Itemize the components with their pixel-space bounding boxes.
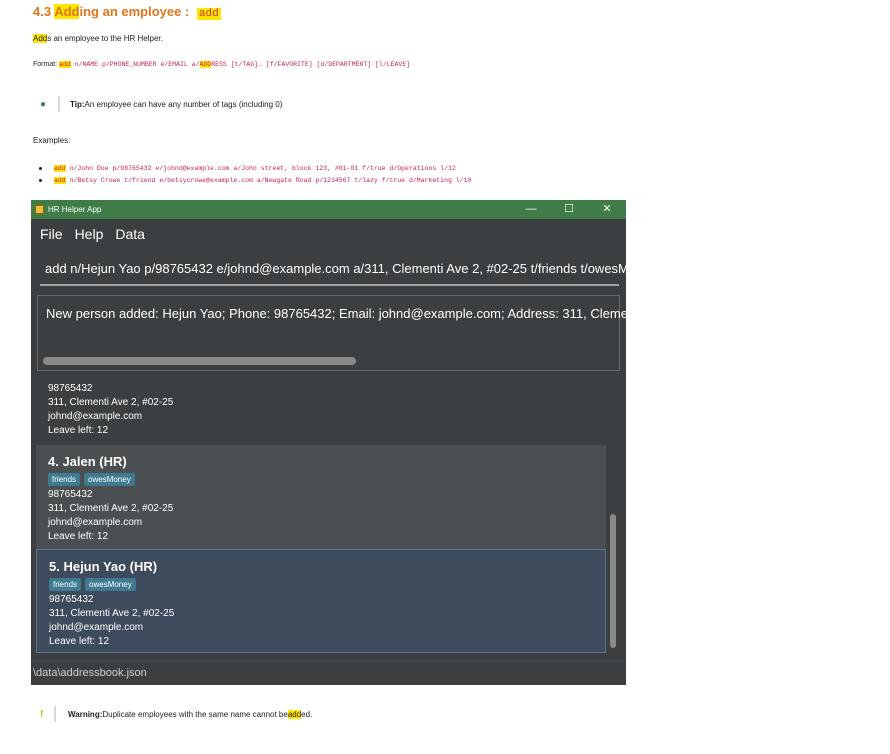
card-phone: 98765432 — [48, 489, 93, 500]
tip-label: Tip: — [70, 99, 85, 109]
example-item — [39, 174, 471, 186]
card-leave: Leave left: 12 — [49, 636, 110, 647]
example-args: n/Betsy Crowe t/friend e/betsycrowe@example.com a/Newgate Road p/1234567 t/lazy f/true d/Marketing l/10 — [65, 176, 472, 184]
card-tags — [48, 473, 606, 486]
card-email: johnd@example.com — [48, 517, 143, 528]
card-name: 4. Jalen (HR) — [48, 454, 127, 469]
tag-badge: friends — [48, 473, 80, 486]
desc-rest: s an employee to the HR Helper. — [47, 34, 163, 43]
warning-icon: ! — [40, 708, 44, 720]
examples-list — [39, 162, 471, 186]
doc-format — [33, 61, 410, 68]
minimize-icon[interactable]: — — [525, 203, 537, 215]
warning-end: ed. — [301, 709, 313, 719]
employee-list — [31, 376, 626, 661]
format-label: Format: — [33, 61, 60, 68]
card-address: 311, Clementi Ave 2, #02-25 — [49, 608, 175, 619]
warning-highlight: add — [287, 709, 302, 719]
employee-card[interactable] — [36, 445, 606, 549]
desc-highlight: Add — [33, 34, 48, 43]
warning-label: Warning: — [68, 709, 103, 719]
command-box — [31, 249, 658, 293]
title-highlight: Add — [54, 4, 80, 19]
card-leave: Leave left: 12 — [48, 425, 109, 436]
tip-text: An employee can have any number of tags (including 0) — [84, 99, 283, 109]
example-cmd: add — [54, 164, 66, 172]
format-hl2: ADD — [199, 61, 212, 68]
warning-text: Duplicate employees with the same name cannot be — [102, 709, 288, 719]
title-rest: ing an employee : — [79, 4, 193, 19]
card-tags — [49, 578, 605, 591]
employee-card[interactable] — [36, 372, 606, 438]
bullet-icon — [39, 167, 42, 170]
title-prefix: 4.3 — [33, 4, 55, 19]
command-input[interactable]: add n/Hejun Yao p/98765432 e/johnd@example.com a/311, Clementi Ave 2, #02-25 t/friends t/owesMoney — [45, 261, 658, 276]
maximize-icon[interactable]: ☐ — [564, 203, 574, 215]
card-name: 5. Hejun Yao (HR) — [49, 559, 158, 574]
result-scrollbar[interactable] — [43, 357, 356, 365]
card-email: johnd@example.com — [48, 411, 143, 422]
app-icon — [35, 205, 44, 214]
menu-file[interactable]: File — [40, 226, 63, 242]
command-underline — [40, 284, 619, 286]
menu-help[interactable]: Help — [74, 226, 104, 242]
window-controls — [512, 200, 626, 219]
result-text: New person added: Hejun Yao; Phone: 98765432; Email: johnd@example.com; Address: 311, Clementi Ave 2, #02-25; Tags: [friends][owesMoney] — [46, 306, 890, 321]
format-part1: n/NAME p/PHONE_NUMBER e/EMAIL a/ — [70, 61, 200, 68]
card-email: johnd@example.com — [49, 622, 144, 633]
tip-box — [40, 96, 282, 112]
warning-box — [40, 706, 312, 722]
menu-data[interactable]: Data — [115, 226, 145, 242]
list-scrollbar[interactable] — [610, 514, 616, 648]
status-bar — [31, 661, 626, 685]
app-window — [31, 200, 890, 685]
card-phone: 98765432 — [48, 383, 93, 394]
save-location: \data\addressbook.json — [33, 667, 147, 679]
close-icon[interactable]: ✕ — [602, 203, 612, 215]
doc-description — [33, 34, 163, 43]
window-title: HR Helper App — [48, 205, 102, 214]
example-item — [39, 162, 471, 174]
tag-badge: owesMoney — [84, 473, 135, 486]
tag-badge: owesMoney — [85, 578, 136, 591]
card-address: 311, Clementi Ave 2, #02-25 — [48, 503, 174, 514]
result-display — [37, 295, 890, 371]
examples-label: Examples: — [33, 136, 71, 145]
card-address: 311, Clementi Ave 2, #02-25 — [48, 397, 174, 408]
tag-badge: friends — [49, 578, 81, 591]
card-phone: 98765432 — [49, 594, 94, 605]
card-leave: Leave left: 12 — [48, 531, 109, 542]
employee-card-selected[interactable] — [36, 549, 606, 653]
lightbulb-icon: ● — [40, 98, 47, 110]
bullet-icon — [39, 179, 42, 182]
doc-title — [33, 4, 221, 20]
tip-divider — [58, 96, 60, 112]
title-code: add — [198, 8, 219, 20]
example-args: n/John Doe p/98765432 e/johnd@example.com a/John street, block 123, #01-01 f/true d/Operations l/12 — [65, 164, 456, 172]
menu-bar — [31, 219, 626, 249]
format-cmd: add — [59, 61, 71, 68]
title-bar[interactable] — [31, 200, 626, 219]
example-cmd: add — [54, 176, 66, 184]
warning-divider — [54, 706, 56, 722]
format-part2: RESS [t/TAG]… [f/FAVORITE] [d/DEPARTMENT] [l/LEAVE] — [211, 61, 411, 68]
